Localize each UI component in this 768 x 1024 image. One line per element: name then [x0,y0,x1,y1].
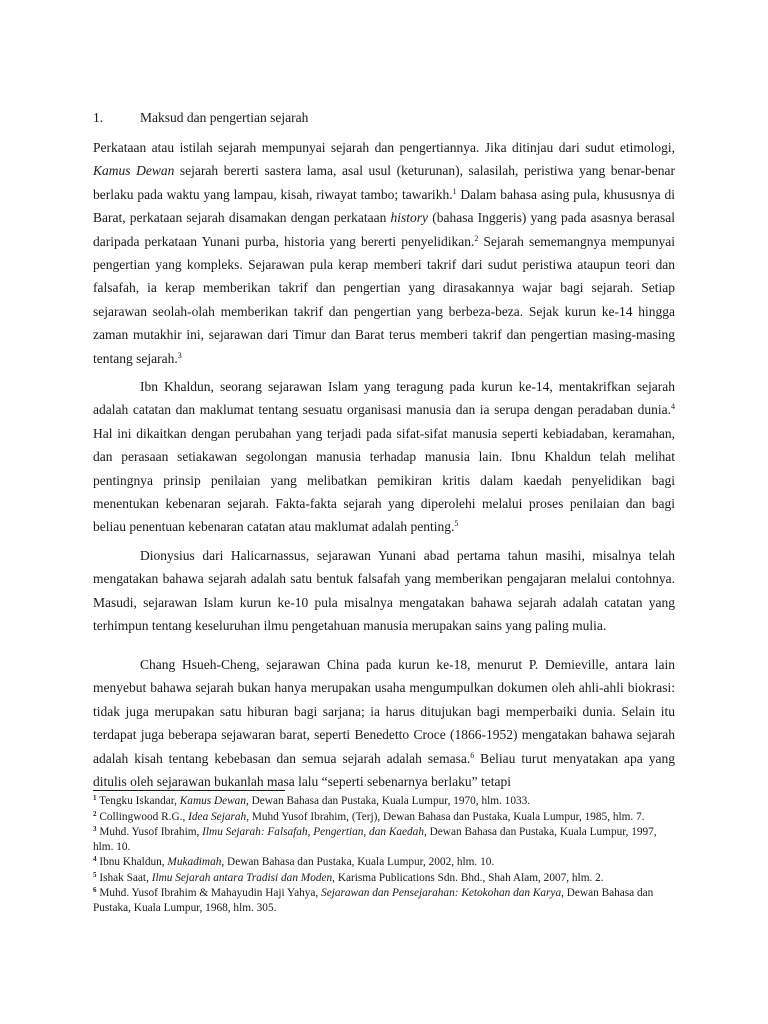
footnote-number: 6 [93,886,97,895]
footnote [93,810,675,824]
footnote-number: 3 [93,825,97,834]
footnote [93,886,675,915]
footnote-text: Tengku Iskandar, [96,795,180,807]
footnote-number: 4 [93,855,97,864]
footnote-text: , Karisma Publications Sdn. Bhd., Shah Alam, 2007, hlm. 2. [332,871,604,884]
section-heading [93,109,308,127]
footnote-ref[interactable]: 1 [452,186,457,196]
footnote-text: , Dewan Bahasa dan Pustaka, Kuala Lumpur, 1968, hlm. 305. [93,887,654,914]
footnote-title: Ilmu Sejarah: Falsafah, Pengertian, dan Kaedah, [202,826,427,839]
italic-term: history [390,210,429,226]
footnote-ref[interactable]: 6 [470,750,475,760]
footnote-text: Muhd. Yusof Ibrahim & Mahayudin Haji Yahya, [96,887,322,900]
footnotes [93,794,675,916]
paragraph-text: Sejarah sememangnya mempunyai pengertian yang kompleks. Sejarawan pula kerap memberi takrif dari sudut peristiwa ataupun teori dan falsafah, ia kerap memberikan takrif dan pengertian yang dirasakannya wajar bagi sejarah. Setiap sejarawan seolah-olah memberikan takrif dan pengertian yang berbeza-beza. Sejak kurun ke-14 hingga zaman mutakhir ini, sejarawan dari Timur dan Barat terus memberi takrif dan pengertian masing-masing tentang sejarah. [93,233,675,366]
paragraph-chang-hsueh-cheng [93,653,675,793]
footnote [93,871,675,885]
footnote-title: Ilmu Sejarah antara Tradisi dan Moden [151,871,333,884]
footnote-text: , Dewan Bahasa dan Pustaka, Kuala Lumpur, 1970, hlm. 1033. [245,795,531,807]
footnote-title: Kamus Dewan [179,795,246,807]
footnote-text: Collingwood R.G., [96,810,189,823]
paragraph-dionysius [93,544,675,638]
footnote-number: 2 [93,809,97,818]
footnote-number: 1 [93,794,97,802]
paragraph-definition [93,136,675,370]
footnote-separator [93,790,285,791]
footnote-text: Ishak Saat, [96,871,152,884]
footnote-number: 5 [93,870,97,879]
paragraph-text: Ibn Khaldun, seorang sejarawan Islam yang teragung pada kurun ke-14, mentakrifkan sejarah adalah catatan dan maklumat tentang sesuatu organisasi manusia dan ia serupa dengan peradaban dunia. [93,379,675,418]
footnote-ref[interactable]: 4 [671,402,675,412]
section-number: 1. [93,110,104,125]
paragraph-text: Dalam bahasa asing pula, khususnya di Barat, perkataan sejarah disamakan dengan perkataan [93,186,676,226]
paragraph-ibn-khaldun [93,375,675,539]
italic-term: Kamus Dewan [93,163,175,179]
footnote-text: Ibnu Khaldun, [96,856,168,869]
paragraph-text: Beliau turut menyatakan apa yang ditulis oleh sejarawan bukanlah masa lalu “seperti sebenarnya berlaku” tetapi [93,750,675,790]
footnote [93,794,675,808]
footnote-title: Mukadimah [167,856,222,869]
paragraph-text: Hal ini dikaitkan dengan perubahan yang terjadi pada sifat-sifat manusia seperti kebiadaban, keramahan, dan perasaan setiakawan segolongan manusia terhadap manusia lain. Ibnu Khaldun telah melihat pentingnya prinsip penilaian yang melibatkan pemikiran kritis dalam kaedah penyelidikan bagi menentukan kebenaran sejarah. Fakta-fakta sejarah yang diperolehi melalui proses penilaian dan bagi beliau penentuan kebenaran catatan atau maklumat adalah penting. [93,425,675,535]
footnote-ref[interactable]: 2 [474,233,479,243]
paragraph-text: Perkataan atau istilah sejarah mempunyai sejarah dan pengertiannya. Jika ditinjau dari sudut etimologi, [93,140,675,155]
footnote [93,855,675,869]
paragraph-text: sejarah bererti sastera lama, asal usul (keturunan), salasilah, peristiwa yang benar-benar berlaku pada waktu yang lampau, kisah, riwayat tambo; tawarikh. [93,163,675,202]
footnote-text: , Dewan Bahasa dan Pustaka, Kuala Lumpur, 2002, hlm. 10. [221,856,495,869]
footnote-title: Sejarawan dan Pensejarahan: Ketokohan dan Karya [321,887,562,900]
footnote-title: Idea Sejarah [188,810,247,823]
footnote-ref[interactable]: 3 [177,350,182,360]
paragraph-text: Chang Hsueh-Cheng, sejarawan China pada kurun ke-18, menurut P. Demieville, antara lain menyebut bahawa sejarah bukan hanya merupakan usaha mengumpulkan dokumen oleh ahli-ahli biokrasi: tidak juga merupakan satu hiburan bagi sarjana; ia harus ditujukan bagi memperbaiki dunia. Selain itu terdapat juga beberapa sejawaran barat, seperti Benedetto Croce (1866-1952) mengatakan bahawa sejarah adalah kisah tentang kebebasan dan semua sejarah adalah semasa. [93,657,675,766]
section-title: Maksud dan pengertian sejarah [140,110,309,125]
footnote-text: Dewan Bahasa dan Pustaka, Kuala Lumpur, 1997, hlm. 10. [93,826,657,853]
footnote-text: , Muhd Yusof Ibrahim, (Terj), Dewan Bahasa dan Pustaka, Kuala Lumpur, 1985, hlm. 7. [246,810,645,823]
footnote-ref[interactable]: 5 [454,519,459,529]
paragraph-text: Dionysius dari Halicarnassus, sejarawan Yunani abad pertama tahun masihi, misalnya telah mengatakan bahawa sejarah adalah satu bentuk falsafah yang memberikan pengajaran melalui contohnya. Masudi, sejarawan Islam kurun ke-10 pula misalnya mengatakan bahawa sejarah adalah catatan yang terhimpun tentang keseluruhan ilmu pengetahuan manusia merupakan sains yang paling mulia. [93,548,675,634]
footnote-text: Muhd. Yusof Ibrahim, [96,826,203,839]
paragraph-text: (bahasa Inggeris) yang pada asasnya berasal daripada perkataan Yunani purba, historia yang bererti penyelidikan. [93,210,675,249]
footnote [93,825,675,854]
